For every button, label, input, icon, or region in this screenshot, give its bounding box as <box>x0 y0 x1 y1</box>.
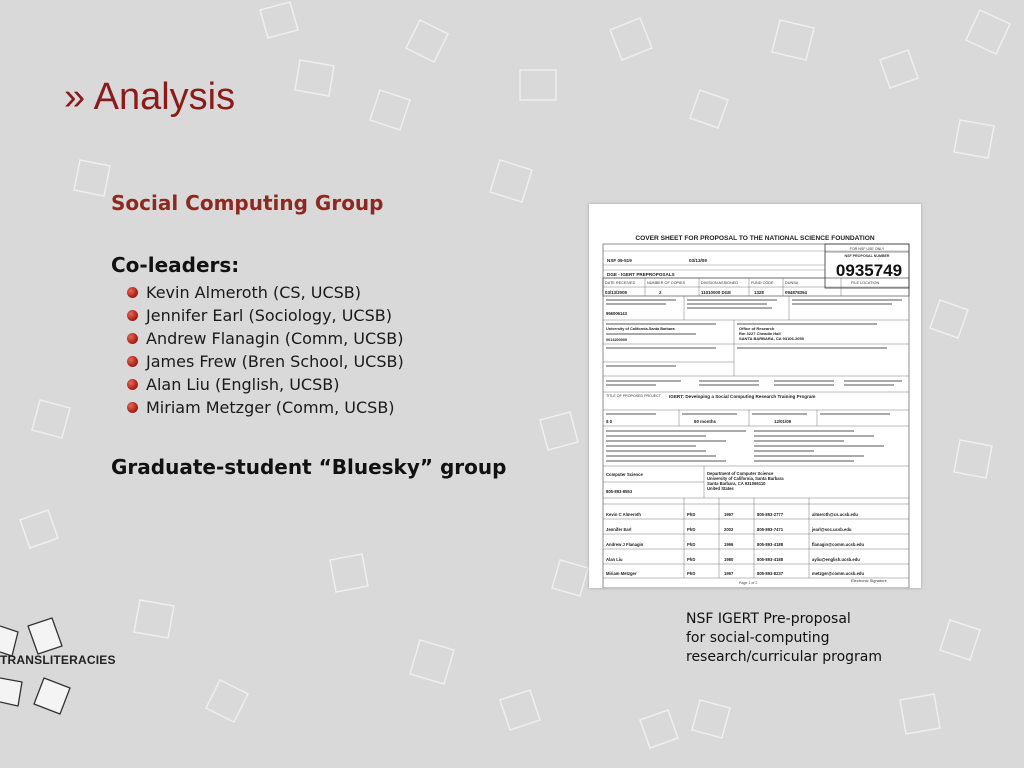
table-cell: 094878394 <box>785 290 807 295</box>
group-heading: Social Computing Group <box>111 191 384 215</box>
awardee-code: 0013200000 <box>606 338 628 342</box>
pi-address-line: Department of Computer Science <box>707 471 774 476</box>
bullet-icon <box>127 379 138 390</box>
coleader-name: Miriam Metzger (Comm, UCSB) <box>146 398 395 417</box>
caption-line: research/curricular program <box>686 649 883 665</box>
doc-header: COVER SHEET FOR PROPOSAL TO THE NATIONAL SCIENCE FOUNDATION <box>635 235 875 242</box>
list-item <box>127 350 404 373</box>
person-year: 1997 <box>724 571 734 576</box>
brand-name: TRANSLITERACIES <box>0 653 116 667</box>
person-name: Kevin C Almeroth <box>606 512 641 517</box>
table-header: DATE RECEIVED <box>605 281 636 285</box>
coleaders-heading: Co-leaders: <box>111 253 240 277</box>
person-degree: PhD <box>687 542 696 547</box>
person-year: 1996 <box>724 542 734 547</box>
person-year: 2002 <box>724 527 734 532</box>
proposal-title-label: TITLE OF PROPOSED PROJECT <box>606 394 661 398</box>
slide-title: » Analysis <box>64 76 236 118</box>
coleader-name: Andrew Flanagin (Comm, UCSB) <box>146 329 404 348</box>
coleader-name: James Frew (Bren School, UCSB) <box>146 352 404 371</box>
person-name: Miriam Metzger <box>606 571 637 576</box>
person-year: 1997 <box>724 512 734 517</box>
pi-address-line: Santa Barbara, CA 931065110 <box>707 481 766 486</box>
person-phone: 805-893-4188 <box>757 542 784 547</box>
person-degree: PhD <box>687 527 696 532</box>
table-header: DIVISION ASSIGNED <box>701 281 739 285</box>
person-email: metzger@comm.ucsb.edu <box>812 571 865 576</box>
coleader-name: Alan Liu (English, UCSB) <box>146 375 340 394</box>
requested-amount: $ 0 <box>606 419 613 424</box>
nsf-cover-sheet-image <box>589 204 921 588</box>
pi-department: Computer Science <box>606 472 643 477</box>
person-name: Jennifer Earl <box>606 527 632 532</box>
person-email: almeroth@cs.ucsb.edu <box>812 512 858 517</box>
bullet-icon <box>127 333 138 344</box>
coleader-name: Jennifer Earl (Sociology, UCSB) <box>146 306 392 325</box>
program-announcement: NSF 09-519 <box>607 258 632 263</box>
table-cell: 03/13/2009 <box>605 290 627 295</box>
person-email: ayliu@english.ucsb.edu <box>812 557 860 562</box>
pi-address-line: University of California, Santa Barbara <box>707 476 784 481</box>
person-degree: PhD <box>687 571 696 576</box>
bullet-icon <box>127 402 138 413</box>
bluesky-heading: Graduate-student “Bluesky” group <box>111 455 507 479</box>
table-header: DUNS# <box>785 281 798 285</box>
person-email: jearl@soc.ucsb.edu <box>812 527 852 532</box>
bullet-icon <box>127 310 138 321</box>
bullet-icon <box>127 287 138 298</box>
list-item <box>127 373 404 396</box>
coleaders-list <box>127 281 404 419</box>
organization-unit: DGE - IGERT PREPROPOSALS <box>607 272 675 277</box>
person-degree: PhD <box>687 512 696 517</box>
page-footer: Page 1 of 2 <box>739 581 758 585</box>
person-degree: PhD <box>687 557 696 562</box>
proposal-number-label: NSF PROPOSAL NUMBER <box>844 254 890 258</box>
list-item <box>127 396 404 419</box>
caption-line: NSF IGERT Pre-proposal <box>686 611 851 627</box>
doc-outer-border <box>603 244 909 588</box>
closing-date: 03/13/09 <box>689 258 707 263</box>
person-phone: 805-893-7471 <box>757 527 784 532</box>
table-header: FILE LOCATION <box>851 281 880 285</box>
person-name: Alan Liu <box>606 557 623 562</box>
signature-label: Electronic Signature <box>851 578 887 583</box>
proposal-title: IGERT: Developing a Social Computing Research Training Program <box>669 394 816 399</box>
person-year: 1980 <box>724 557 734 562</box>
awardee-name: University of California-Santa Barbara <box>606 327 675 331</box>
coleader-name: Kevin Almeroth (CS, UCSB) <box>146 283 362 302</box>
person-name: Andrew J Flanagin <box>606 542 644 547</box>
proposal-number: 0935749 <box>835 261 903 280</box>
pi-address-line: United States <box>707 486 734 491</box>
start-date: 12/01/09 <box>774 419 792 424</box>
person-phone: 805-893-2777 <box>757 512 784 517</box>
table-header: NUMBER OF COPIES <box>647 281 686 285</box>
person-phone: 805-893-4188 <box>757 557 784 562</box>
duration: 60 months <box>694 419 716 424</box>
awardee-address-line: Rm 3227 Cheadle Hall <box>739 331 781 336</box>
caption-line: for social-computing <box>686 630 830 646</box>
table-cell: 11010000 DGE <box>701 290 732 295</box>
nsf-use-only-label: FOR NSF USE ONLY <box>849 247 885 251</box>
ein-value: 956006143 <box>606 311 627 316</box>
table-cell: 1328 <box>754 290 764 295</box>
table-cell: 2 <box>659 290 662 295</box>
table-header: FUND CODE <box>751 281 774 285</box>
list-item <box>127 327 404 350</box>
list-item <box>127 281 404 304</box>
person-email: flanagin@comm.ucsb.edu <box>812 542 865 547</box>
pi-fax: 805-893-8553 <box>606 489 633 494</box>
bullet-icon <box>127 356 138 367</box>
person-phone: 805-893-8237 <box>757 571 784 576</box>
awardee-address-line: Office of Research <box>739 326 775 331</box>
list-item <box>127 304 404 327</box>
image-caption <box>686 610 882 667</box>
awardee-address-line: SANTA BARBARA, CA 93106-2050 <box>739 336 804 341</box>
